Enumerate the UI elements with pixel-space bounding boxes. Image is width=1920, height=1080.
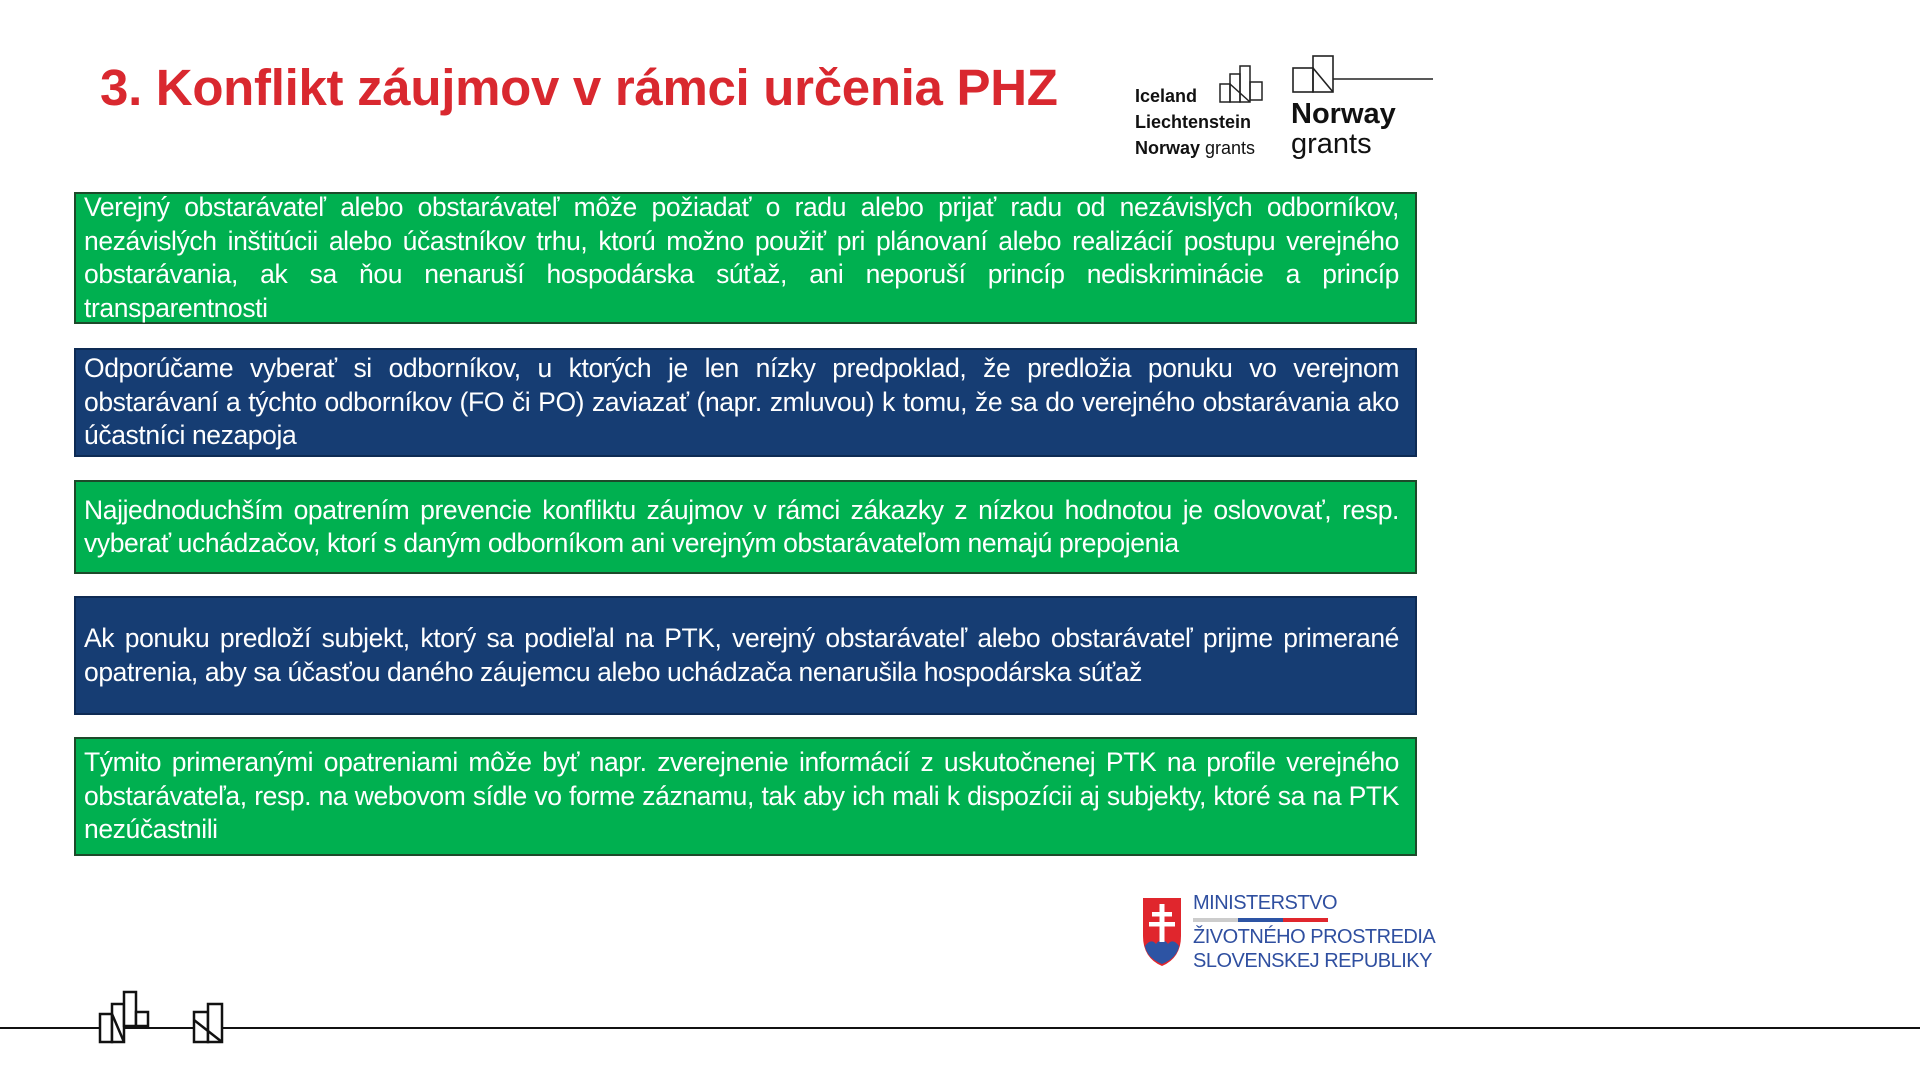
eea-grants-logo: Iceland Liechtenstein Norway grants Norway grants [1133,54,1433,164]
tricolor-line [1193,918,1328,922]
ministry-logo: MINISTERSTVO ŽIVOTNÉHO PROSTREDIA SLOVENSKEJ REPUBLIKY [1139,892,1429,982]
grants-footer-icon [98,990,238,1046]
norway-grants-icon [1291,54,1436,98]
info-box-2: Odporúčame vyberať si odborníkov, u ktorých je len nízky predpoklad, že predložia ponuku vo verejnom obstarávaní a týchto odborníkov (FO či PO) zaviazať (napr. zmluvou) k tomu, že sa do verejného obstarávania ako účastníci nezapoja [74,348,1417,457]
page-title: 3. Konflikt záujmov v rámci určenia PHZ [100,59,1058,116]
eea-grants-icon [1218,60,1268,110]
info-box-3: Najjednoduchším opatrením prevencie konfliktu záujmov v rámci zákazky z nízkou hodnotou je oslovovať, resp. vyberať uchádzačov, ktorí s daným odborníkom ani verejným obstarávateľom nemajú prepojenia [74,480,1417,574]
slovak-coat-of-arms-icon [1141,896,1183,968]
info-box-1: Verejný obstarávateľ alebo obstarávateľ môže požiadať o radu alebo prijať radu od nezávislých odborníkov, nezávislých inštitúcii alebo účastníkov trhu, ktorú možno použiť pri plánovaní alebo realizácií postupu verejného obstarávania, ak sa ňou nenaruší hospodárska súťaž, ani neporuší princíp nediskriminácie a princíp transparentnosti [74,192,1417,324]
info-box-5: Týmito primeranými opatreniami môže byť napr. zverejnenie informácií z uskutočnenej PTK na profile verejného obstarávateľa, resp. na webovom sídle vo forme záznamu, tak aby ich mali k dispozícii aj subjekty, ktoré sa na PTK nezúčastnili [74,737,1417,856]
footer-divider [0,1027,1920,1029]
info-box-4: Ak ponuku predloží subjekt, ktorý sa podieľal na PTK, verejný obstarávateľ alebo obstarávateľ prijme primerané opatrenia, aby sa účasťou daného záujemcu alebo uchádzača nenarušila hospodárska súťaž [74,596,1417,715]
